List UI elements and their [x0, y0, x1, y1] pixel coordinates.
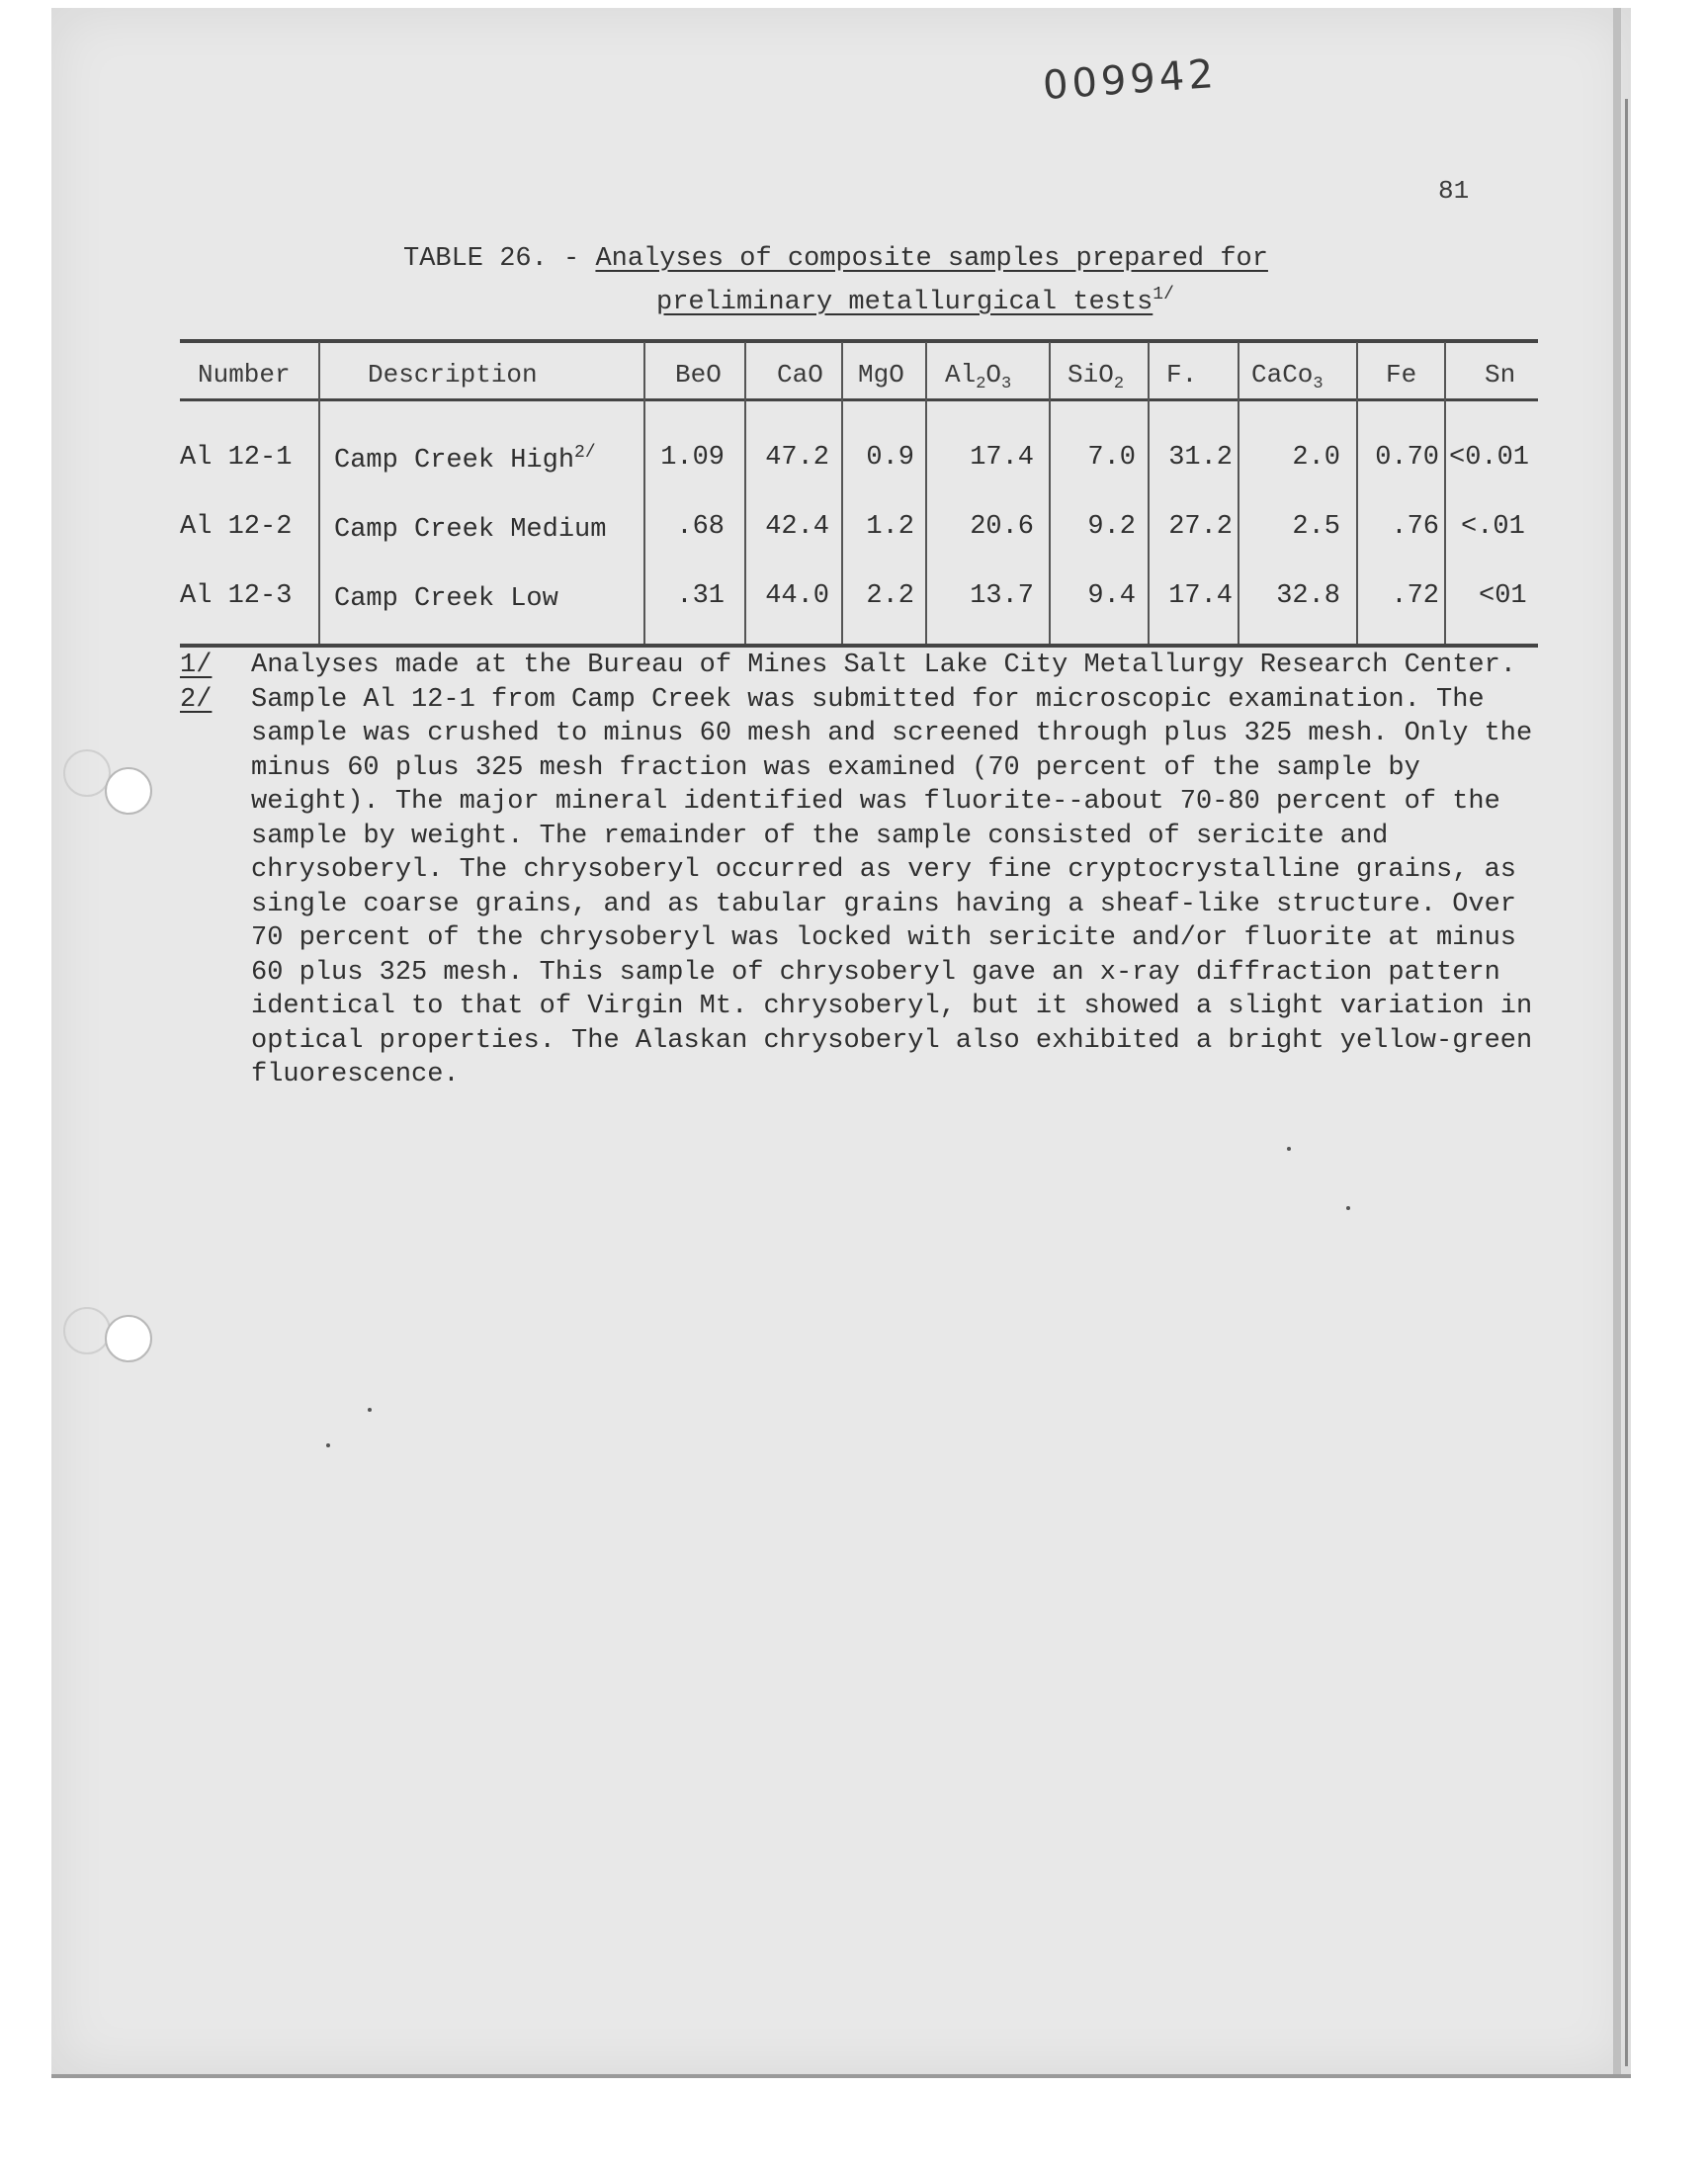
cell-al2o3: 20.6 [970, 512, 1034, 542]
punch-hole-ghost [63, 1307, 111, 1354]
cell-description [334, 443, 596, 476]
cell-description-text: Camp Creek Medium [334, 515, 607, 545]
table-top-rule [180, 339, 1538, 343]
cell-description-text: Camp Creek Low [334, 584, 558, 614]
header-caco3-subscript: 3 [1313, 375, 1324, 393]
page-number: 81 [1438, 176, 1470, 206]
cell-fe: .72 [1391, 581, 1439, 611]
cell-description [334, 512, 606, 545]
cell-beo: .68 [676, 512, 725, 542]
header-al2o3-oxygen: O [985, 360, 1002, 390]
page-bottom-edge [51, 2074, 1631, 2078]
table-title-lead: TABLE 26. - [403, 244, 596, 274]
cell-caco3: 2.5 [1292, 512, 1340, 542]
footnotes [180, 649, 1544, 1092]
scan-speck [1346, 1206, 1350, 1210]
cell-mgo: 2.2 [866, 581, 914, 611]
cell-number: Al 12-2 [180, 512, 293, 542]
cell-caco3: 32.8 [1276, 581, 1340, 611]
header-al2o3-subscript2: 3 [1001, 375, 1012, 393]
cell-sn: <.01 [1461, 512, 1525, 542]
table-title-line1: Analyses of composite samples prepared for [595, 244, 1268, 274]
cell-description-text: Camp Creek High [334, 446, 575, 476]
cell-beo: 1.09 [660, 443, 725, 473]
cell-mgo: 0.9 [866, 443, 914, 473]
cell-sio2: 9.4 [1087, 581, 1136, 611]
table-bottom-rule [180, 644, 1538, 648]
cell-cao: 42.4 [765, 512, 829, 542]
cell-f: 27.2 [1168, 512, 1233, 542]
cell-sn: <0.01 [1449, 443, 1530, 473]
footnote-marker: 2/ [180, 684, 213, 715]
cell-fe: .76 [1391, 512, 1439, 542]
header-sn: Sn [1485, 360, 1516, 390]
footnote [180, 649, 1544, 683]
cell-number: Al 12-3 [180, 581, 293, 611]
punch-hole [105, 767, 152, 815]
cell-number: Al 12-1 [180, 443, 293, 473]
header-sio2-symbol: SiO [1068, 360, 1114, 390]
header-sio2-subscript: 2 [1113, 375, 1125, 393]
footnote-marker: 1/ [180, 651, 213, 680]
cell-cao: 47.2 [765, 443, 829, 473]
scan-speck [1287, 1147, 1291, 1151]
cell-cao: 44.0 [765, 581, 829, 611]
cell-footnote-ref: 2/ [574, 443, 596, 463]
document-stamp-number: 009942 [1041, 50, 1220, 110]
cell-beo: .31 [676, 581, 725, 611]
header-number: Number [198, 360, 291, 390]
column-divider [1444, 342, 1446, 644]
cell-caco3: 2.0 [1292, 443, 1340, 473]
cell-sio2: 9.2 [1087, 512, 1136, 542]
header-f: F. [1166, 360, 1198, 390]
page-edge-shadow [1613, 8, 1621, 2076]
page-edge-line [1625, 99, 1628, 2066]
punch-hole-ghost [63, 749, 111, 797]
punch-hole [105, 1315, 152, 1362]
column-divider [318, 342, 320, 644]
scan-speck [368, 1408, 372, 1412]
header-beo: BeO [675, 360, 722, 390]
footnote-text: Analyses made at the Bureau of Mines Salt Lake City Metallurgy Research Center. [251, 651, 1517, 680]
cell-fe: 0.70 [1375, 443, 1439, 473]
header-al2o3-subscript: 2 [976, 375, 986, 393]
cell-description [334, 581, 558, 614]
header-al2o3 [945, 360, 1011, 393]
scan-speck [326, 1443, 330, 1447]
table-title-footnote-ref: 1/ [1153, 285, 1174, 304]
cell-mgo: 1.2 [866, 512, 914, 542]
cell-sn: <01 [1479, 581, 1527, 611]
footnote [180, 683, 1544, 1092]
header-fe: Fe [1386, 360, 1417, 390]
header-cao: CaO [777, 360, 823, 390]
cell-al2o3: 13.7 [970, 581, 1034, 611]
cell-f: 31.2 [1168, 443, 1233, 473]
footnote-text: Sample Al 12-1 from Camp Creek was submitted for microscopic examination. The sample was crushed to minus 60 mesh and screened through plus 325 mesh. Only the minus 60 plus 325 mesh fraction was examined (70 percent of the sample by weight). The major mineral identified was fluorite--about 70-80 percent of the sample by weight. The remainder of the sample consisted of sericite and chrysoberyl. The chrysoberyl occurred as very fine cryptocrystalline grains, as single coarse grains, and as tabular grains having a sheaf-like structure. Over 70 percent of the chrysoberyl was locked with sericite and/or fluorite at minus 60 plus 325 mesh. This sample of chrysoberyl gave an x-ray diffraction pattern identical to that of Virgin Mt. chrysoberyl, but it showed a slight variation in optical properties. The Alaskan chrysoberyl also exhibited a bright yellow-green fluorescence. [251, 684, 1533, 1089]
table-title-line2: preliminary metallurgical tests [656, 288, 1153, 317]
header-caco3 [1251, 360, 1324, 393]
header-mgo: MgO [858, 360, 904, 390]
header-caco3-symbol: CaCo [1251, 360, 1314, 390]
header-description: Description [368, 360, 538, 390]
table-title [403, 241, 1332, 320]
header-sio2 [1068, 360, 1124, 393]
cell-al2o3: 17.4 [970, 443, 1034, 473]
cell-sio2: 7.0 [1087, 443, 1136, 473]
cell-f: 17.4 [1168, 581, 1233, 611]
header-al2o3-symbol: Al [945, 360, 977, 390]
table-header-rule [180, 398, 1538, 401]
